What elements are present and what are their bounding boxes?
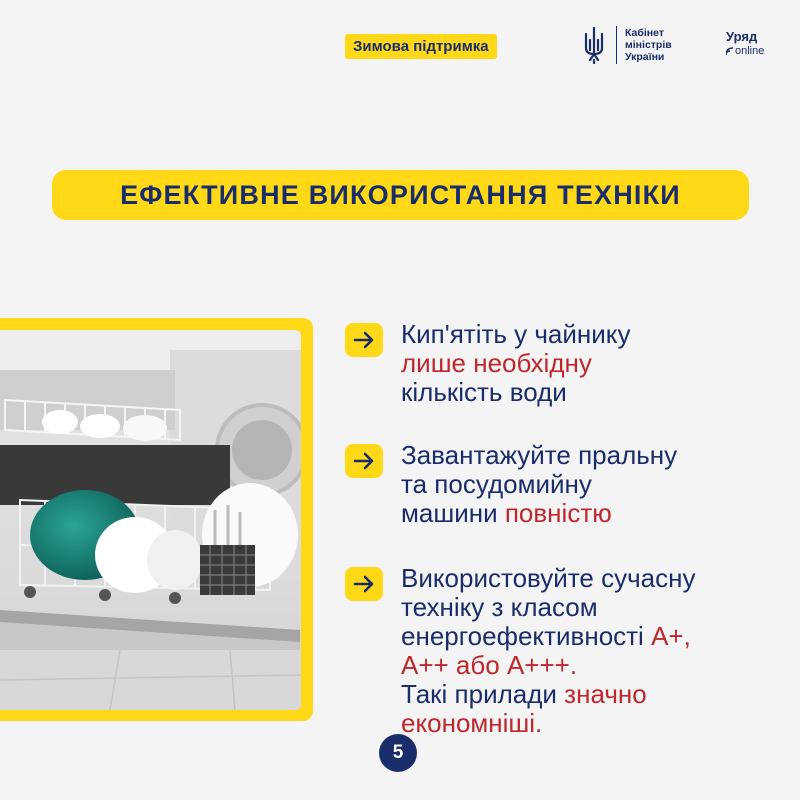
uryad-logo — [726, 30, 764, 58]
tip-1-highlight: лише необхідну — [401, 348, 592, 378]
tip-text-3 — [401, 564, 695, 738]
kmu-line-2: міністрів — [625, 39, 672, 51]
kmu-logo — [582, 26, 672, 64]
wifi-icon — [726, 47, 733, 56]
page-number: 5 — [379, 734, 417, 772]
tip-2-highlight: повністю — [504, 498, 612, 528]
uryad-subtitle: online — [735, 45, 765, 57]
tip-text-2 — [401, 441, 677, 528]
tip-3-highlight-2: значно економніші. — [401, 679, 647, 738]
tip-3-text: Використовуйте сучасну техніку з класом енергоефективності — [401, 563, 696, 651]
arrow-right-icon — [345, 567, 383, 601]
tip-item-1 — [345, 320, 630, 407]
kmu-line-3: України — [625, 51, 665, 63]
kmu-separator — [616, 26, 617, 64]
kmu-line-1: Кабінет — [625, 27, 664, 39]
kmu-text — [625, 27, 672, 63]
tip-2-text: Завантажуйте пральну та посудомийну машини — [401, 440, 678, 528]
uryad-title: Уряд — [726, 29, 758, 44]
uryad-subtitle-row — [726, 44, 764, 58]
tip-item-3 — [345, 564, 695, 738]
tip-item-2 — [345, 441, 677, 528]
trident-icon — [582, 26, 606, 64]
arrow-right-icon — [345, 444, 383, 478]
tip-3-text-mid: Такі прилади — [401, 679, 557, 709]
tip-text-1 — [401, 320, 630, 407]
dishwasher-illustration — [0, 330, 301, 710]
tip-1-text-after: кількість води — [401, 377, 567, 407]
dishwasher-photo — [0, 330, 301, 710]
page-title: ЕФЕКТИВНЕ ВИКОРИСТАННЯ ТЕХНІКИ — [52, 170, 749, 220]
tip-3-highlight: А+, А++ або А+++. — [401, 621, 691, 680]
arrow-right-icon — [345, 323, 383, 357]
tip-1-text: Кип'ятіть у чайнику — [401, 319, 631, 349]
header-tag: Зимова підтримка — [345, 34, 497, 59]
